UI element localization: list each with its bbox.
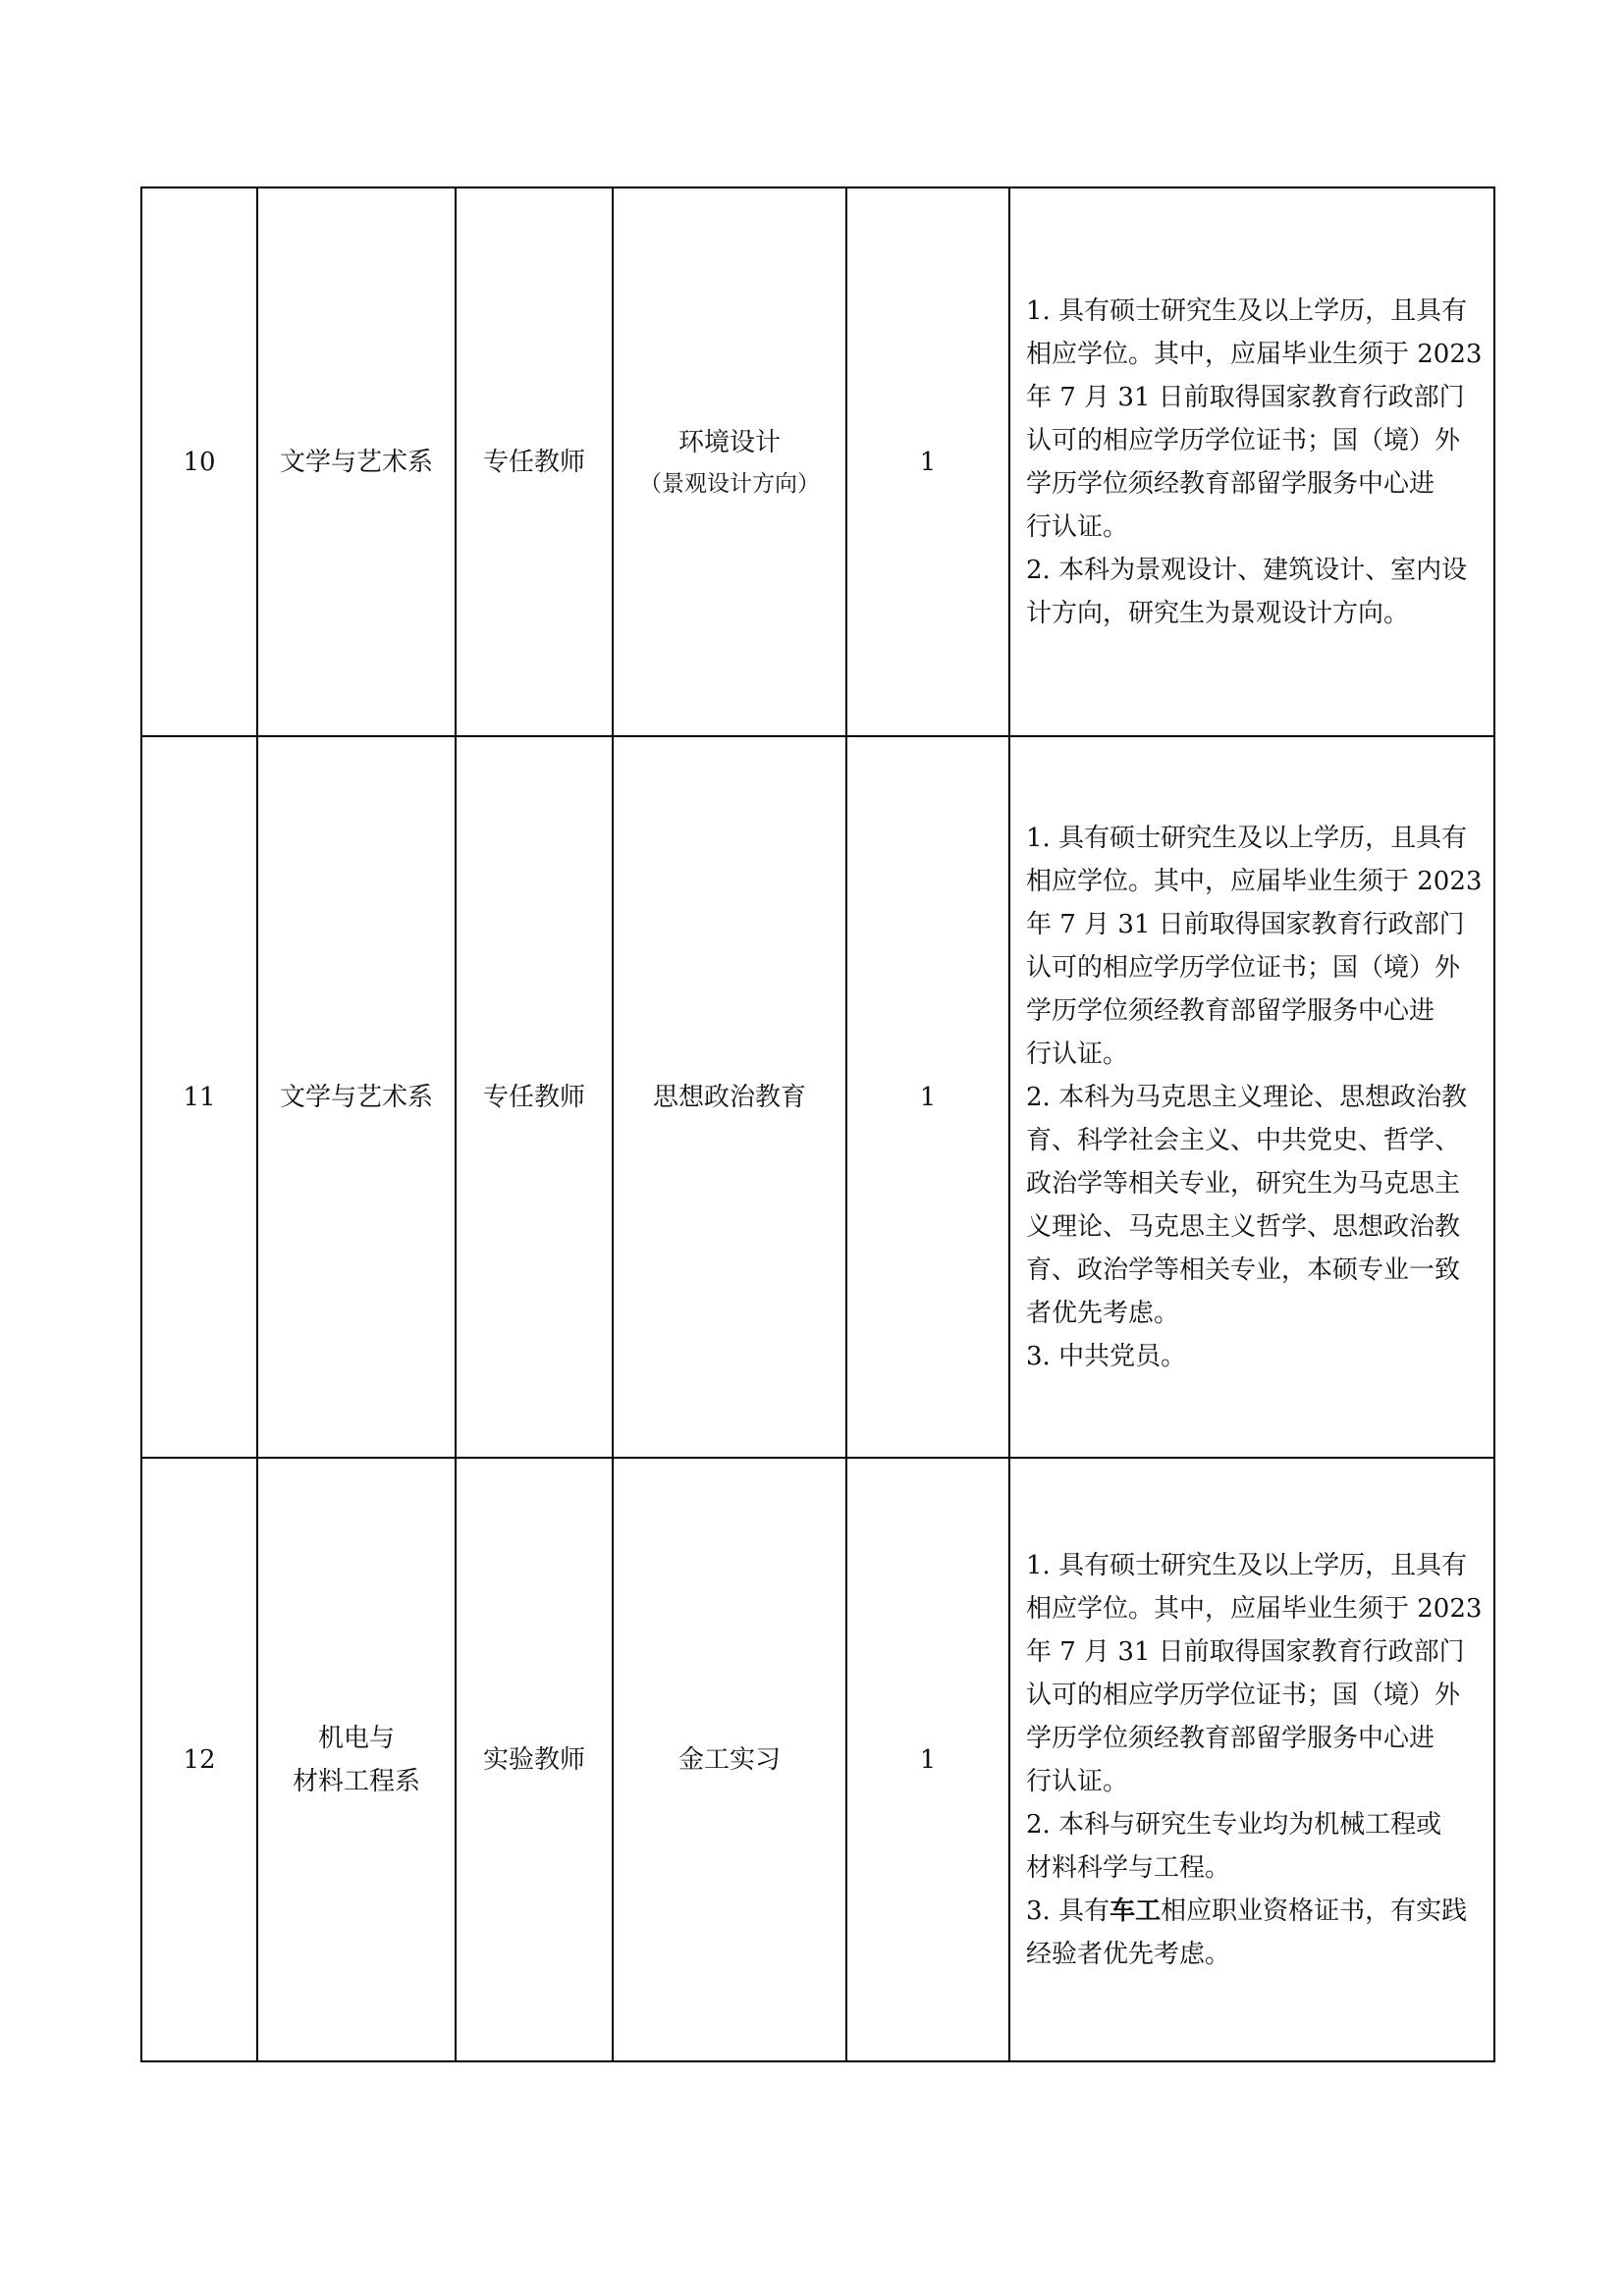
requirement-prefix: 3. 具有 [1026,1896,1110,1926]
count-cell: 1 [846,736,1009,1458]
requirement-line: 育、科学社会主义、中共党史、哲学、 [1026,1125,1461,1155]
requirement-line: 相应学位。其中，应届毕业生须于 2023 [1026,339,1483,369]
table-row [141,1458,1494,2061]
requirement-line: 认可的相应学历学位证书；国（境）外 [1026,425,1461,455]
requirement-line: 行认证。 [1026,1766,1129,1796]
requirement-line: 年 7 月 31 日前取得国家教育行政部门 [1026,909,1465,939]
requirement-line [1026,1890,1480,1933]
requirement-line: 1. 具有硕士研究生及以上学历，且具有 [1026,1550,1468,1580]
position-cell: 专任教师 [456,187,613,736]
major-name: 环境设计 [677,427,781,457]
department-name: 文学与艺术系 [279,1082,433,1112]
row-number: 11 [141,736,257,1458]
requirement-line: 相应学位。其中，应届毕业生须于 2023 [1026,1593,1483,1624]
requirement-line: 者优先考虑。 [1026,1298,1180,1328]
requirement-line: 年 7 月 31 日前取得国家教育行政部门 [1026,382,1465,412]
requirement-line: 学历学位须经教育部留学服务中心进 [1026,995,1435,1026]
row-number: 10 [141,187,257,736]
requirement-line: 相应学位。其中，应届毕业生须于 2023 [1026,866,1483,896]
requirement-line: 认可的相应学历学位证书；国（境）外 [1026,1680,1461,1710]
requirement-line: 1. 具有硕士研究生及以上学历，且具有 [1026,295,1468,326]
department-name: 文学与艺术系 [279,447,433,477]
requirement-line: 政治学等相关专业，研究生为马克思主 [1026,1168,1461,1199]
department-name: 材料工程系 [292,1766,420,1796]
requirement-line: 学历学位须经教育部留学服务中心进 [1026,1723,1435,1753]
requirement-line: 2. 本科为马克思主义理论、思想政治教 [1026,1082,1468,1112]
requirement-line: 经验者优先考虑。 [1026,1939,1231,1969]
recruitment-table [140,187,1495,2062]
department-name: 机电与 [317,1723,395,1753]
major-cell [613,1458,846,2061]
requirement-line: 认可的相应学历学位证书；国（境）外 [1026,952,1461,983]
department-cell [257,187,456,736]
requirement-line: 育、政治学等相关专业，本硕专业一致 [1026,1255,1461,1285]
major-note: （景观设计方向） [639,470,820,497]
major-cell [613,736,846,1458]
count-cell: 1 [846,187,1009,736]
requirements-cell [1009,187,1494,736]
count-cell: 1 [846,1458,1009,2061]
requirement-line: 1. 具有硕士研究生及以上学历，且具有 [1026,823,1468,853]
requirement-line: 3. 中共党员。 [1026,1341,1187,1371]
major-name: 思想政治教育 [652,1082,806,1112]
major-name: 金工实习 [677,1744,781,1775]
requirement-suffix: 相应职业资格证书，有实践 [1161,1896,1468,1926]
position-cell: 实验教师 [456,1458,613,2061]
requirement-line: 行认证。 [1026,1039,1129,1069]
requirements-cell [1009,1458,1494,2061]
row-number: 12 [141,1458,257,2061]
major-cell [613,187,846,736]
requirements-cell [1009,736,1494,1458]
requirement-highlight: 车工 [1110,1896,1162,1926]
requirement-line: 计方向，研究生为景观设计方向。 [1026,598,1410,628]
requirement-line: 年 7 月 31 日前取得国家教育行政部门 [1026,1636,1465,1667]
requirement-line: 材料科学与工程。 [1026,1852,1231,1883]
requirement-line: 义理论、马克思主义哲学、思想政治教 [1026,1211,1461,1242]
table-row [141,187,1494,736]
position-cell: 专任教师 [456,736,613,1458]
requirement-line: 2. 本科为景观设计、建筑设计、室内设 [1026,555,1468,585]
department-cell [257,736,456,1458]
requirement-line: 行认证。 [1026,511,1129,542]
department-cell [257,1458,456,2061]
requirement-line: 学历学位须经教育部留学服务中心进 [1026,468,1435,499]
table-row [141,736,1494,1458]
requirement-line: 2. 本科与研究生专业均为机械工程或 [1026,1809,1442,1840]
